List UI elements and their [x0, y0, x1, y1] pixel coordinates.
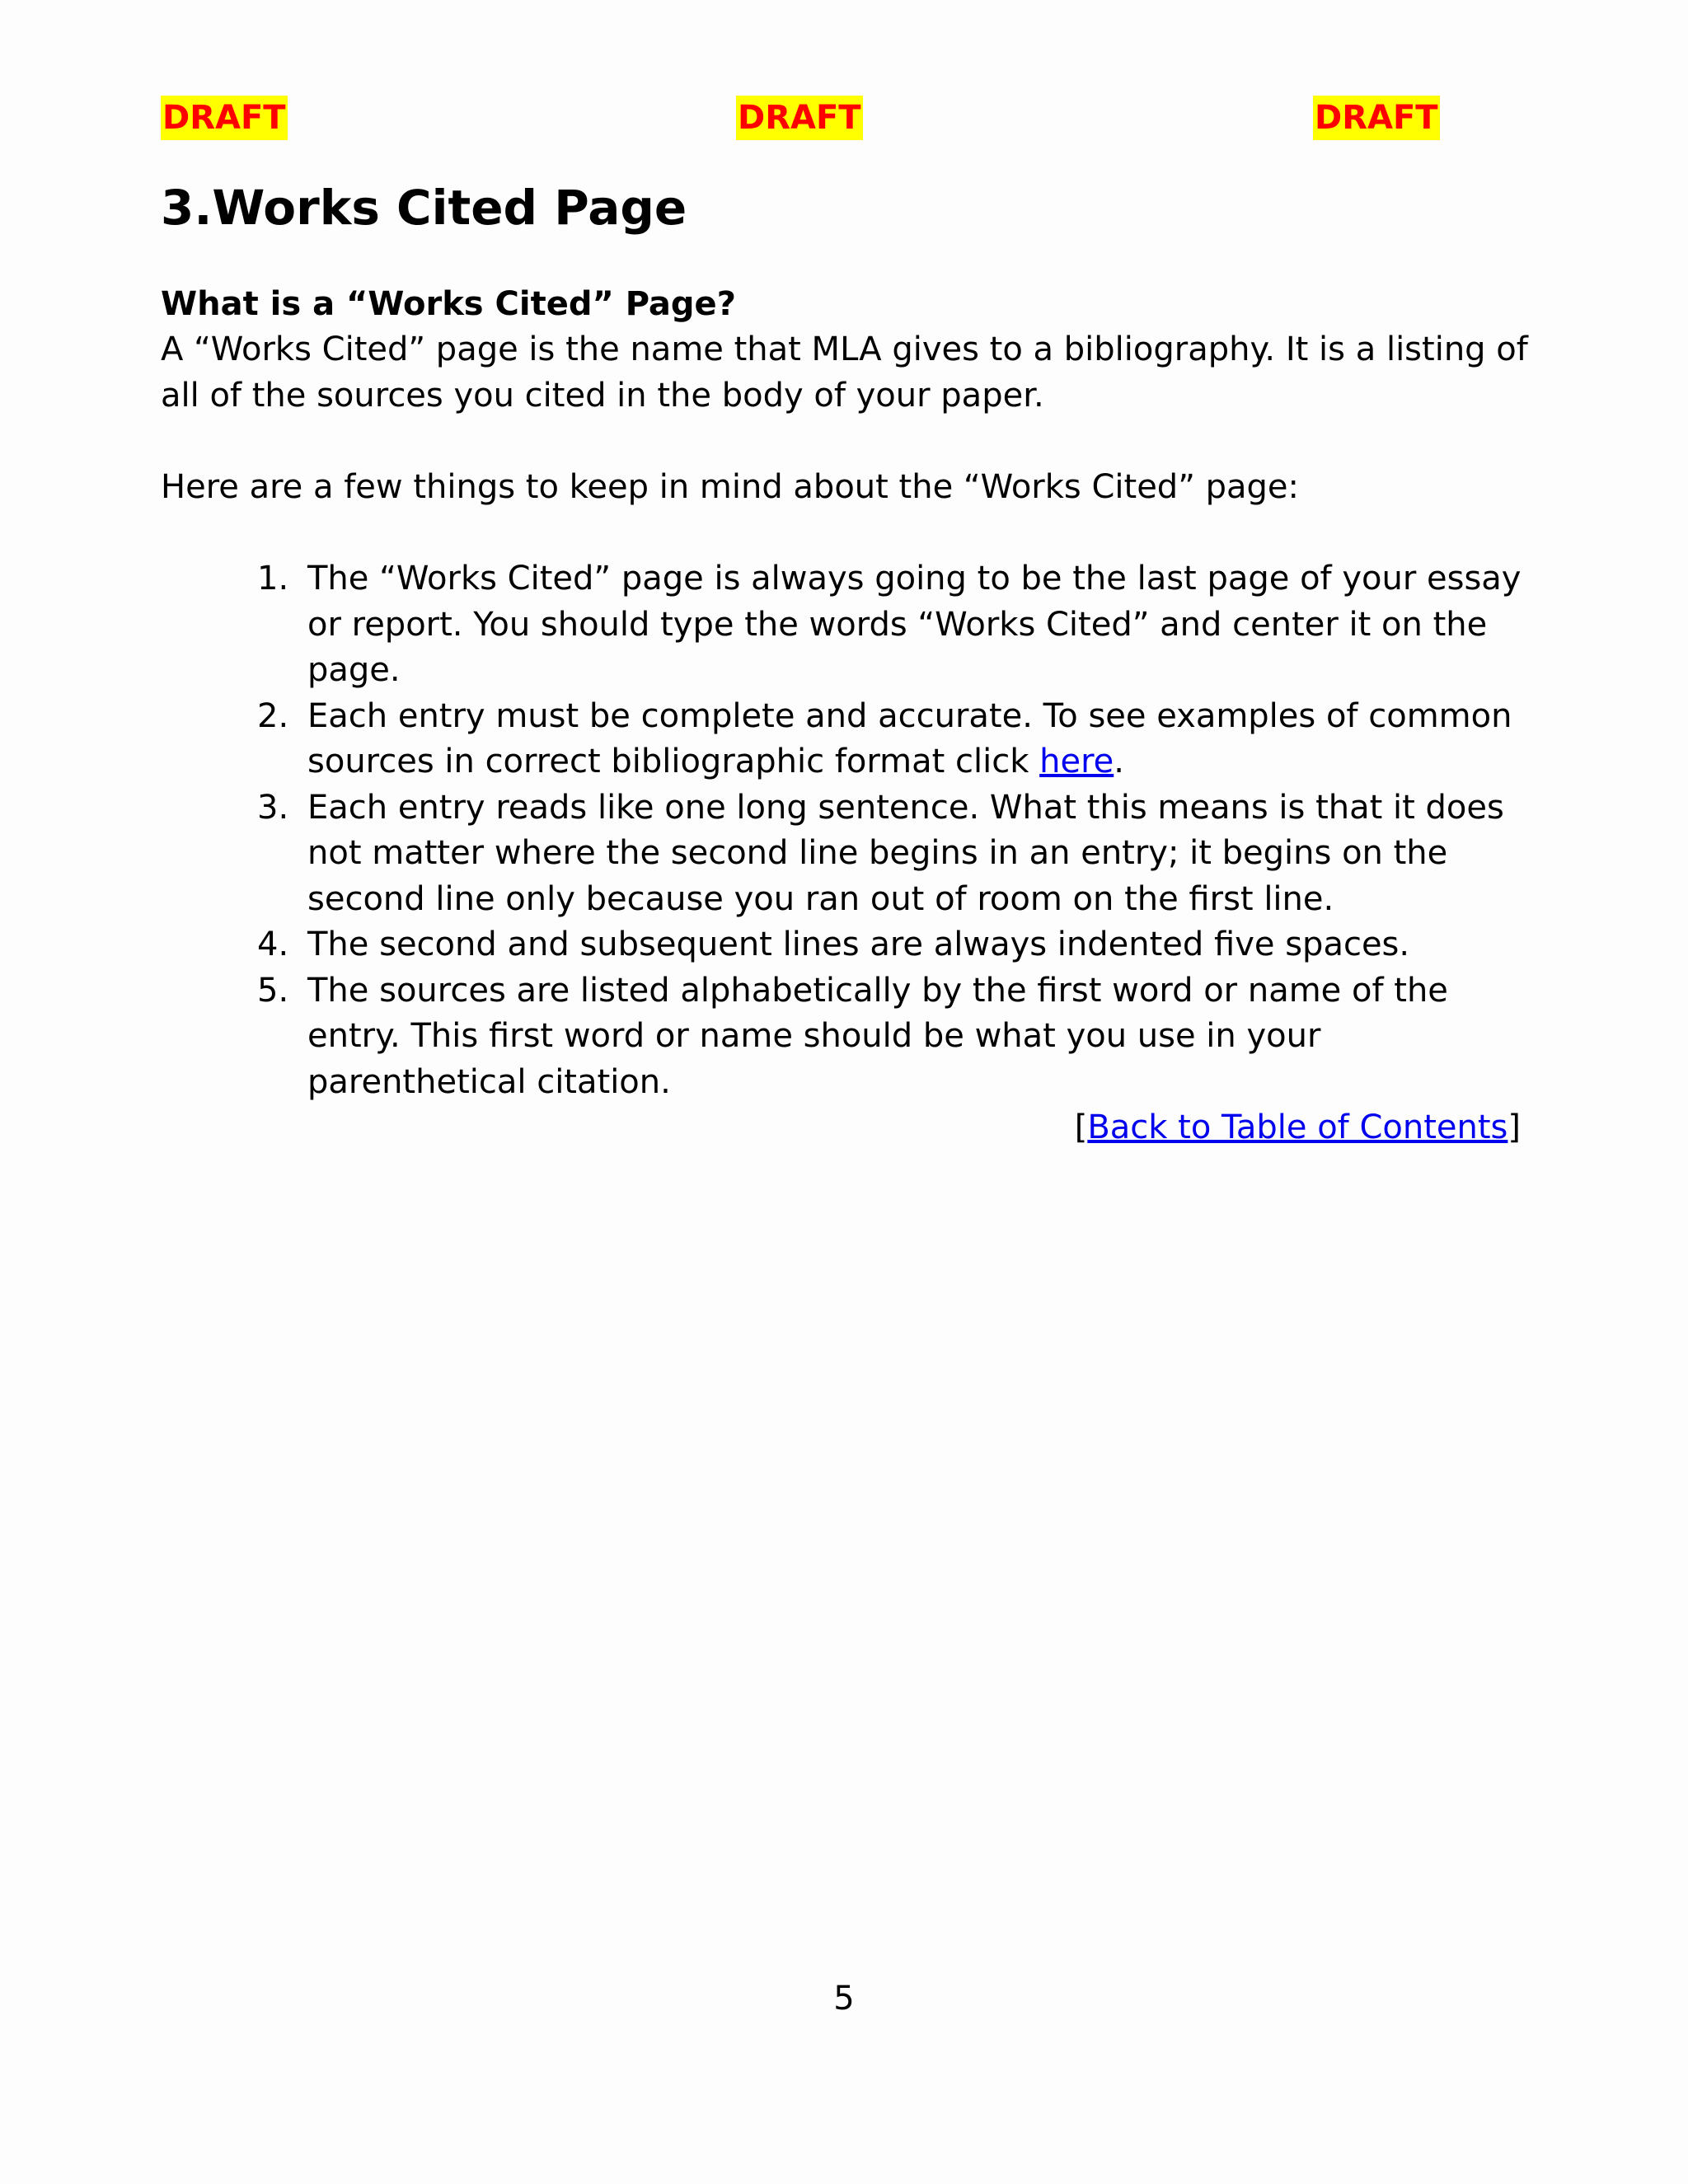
- examples-here-link[interactable]: here: [1039, 743, 1114, 780]
- list-item: [161, 968, 1529, 1106]
- page-number: 5: [833, 1980, 855, 2018]
- intro-paragraph: A “Works Cited” page is the name that MLA gives to a bibliography. It is a listing of all of the sources you cited in the body of your paper.: [161, 330, 1528, 415]
- back-to-toc-link[interactable]: Back to Table of Contents: [1087, 1108, 1508, 1146]
- list-intro-paragraph: Here are a few things to keep in mind about the “Works Cited” page:: [161, 468, 1300, 506]
- list-item-text: Each entry reads like one long sentence. What this means is that it does not matter where the second line begins in an entry; it begins on the second line only because you ran out of room on the first line.: [307, 788, 1504, 918]
- section-title: 3.Works Cited Page: [161, 180, 687, 236]
- close-bracket: ]: [1507, 1108, 1521, 1146]
- list-item-number: 2.: [257, 696, 289, 735]
- list-item-text: The sources are listed alphabetically by the first word or name of the entry. This first word or name should be what you use in your parenthetical citation.: [307, 971, 1448, 1101]
- list-item-text: The “Works Cited” page is always going to be the last page of your essay or report. You should type the words “Works Cited” and center it on the page.: [307, 560, 1522, 689]
- back-to-toc: [161, 1105, 1521, 1151]
- sub-heading: What is a “Works Cited” Page?: [161, 285, 736, 323]
- draft-mark-right: DRAFT: [1313, 96, 1440, 140]
- draft-mark-left: DRAFT: [161, 96, 288, 140]
- list-item-text: Each entry must be complete and accurate. To see examples of common sources in correct bibliographic format click: [307, 696, 1512, 780]
- guidelines-list: [161, 556, 1529, 1105]
- list-item-text-end: .: [1114, 743, 1124, 780]
- list-item-number: 5.: [257, 971, 289, 1010]
- list-item-text: The second and subsequent lines are always indented five spaces.: [307, 926, 1410, 963]
- list-item: [161, 922, 1529, 968]
- draft-header: [161, 96, 1438, 142]
- list-item-number: 1.: [257, 560, 289, 598]
- list-item: [161, 785, 1529, 923]
- list-item-number: 4.: [257, 926, 289, 963]
- list-item-number: 3.: [257, 788, 289, 827]
- list-item: [161, 694, 1529, 785]
- open-bracket: [: [1074, 1108, 1088, 1146]
- draft-mark-center: DRAFT: [736, 96, 863, 140]
- list-item: [161, 556, 1529, 694]
